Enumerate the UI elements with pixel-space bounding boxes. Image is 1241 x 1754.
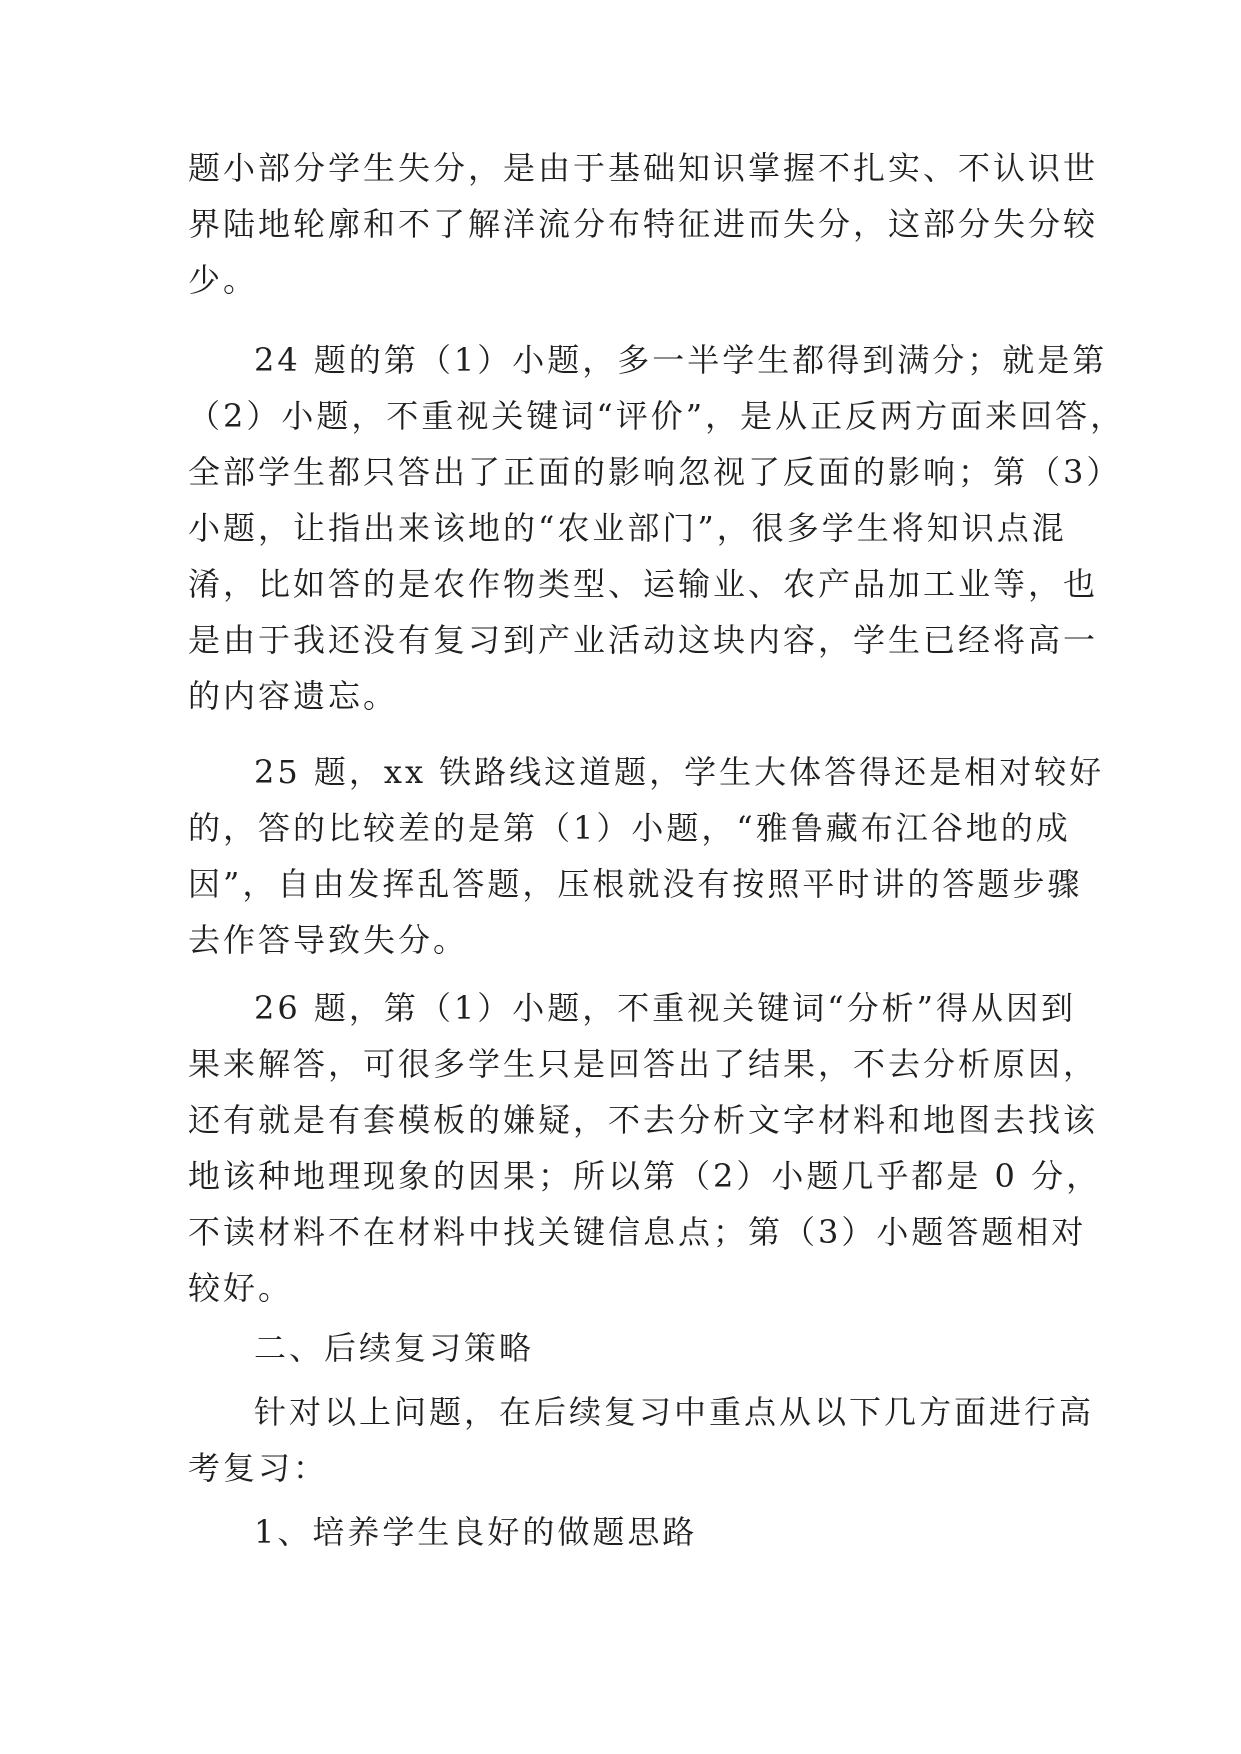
- subsection-heading: 1、培养学生良好的做题思路: [254, 1513, 698, 1551]
- section-heading: 二、后续复习策略: [254, 1329, 535, 1367]
- text-line: 小题，让指出来该地的“农业部门”，很多学生将知识点混: [188, 509, 1067, 547]
- text-line: 26 题，第（1）小题，不重视关键词“分析”得从因到: [254, 989, 1076, 1027]
- text-line: 24 题的第（1）小题，多一半学生都得到满分；就是第: [254, 341, 1108, 379]
- text-line: 是由于我还没有复习到产业活动这块内容，学生已经将高一: [188, 621, 1099, 659]
- text-line: 淆，比如答的是农作物类型、运输业、农产品加工业等，也: [188, 565, 1099, 603]
- text-line: 去作答导致失分。: [188, 921, 469, 959]
- text-line: 针对以上问题，在后续复习中重点从以下几方面进行高: [254, 1393, 1095, 1431]
- text-line: 25 题，xx 铁路线这道题，学生大体答得还是相对较好: [254, 753, 1105, 791]
- text-line: 较好。: [188, 1269, 294, 1307]
- text-line: 地该种地理现象的因果；所以第（2）小题几乎都是 0 分，: [188, 1157, 1102, 1195]
- text-line: 的内容遗忘。: [188, 677, 399, 715]
- text-line: 果来解答，可很多学生只是回答出了结果，不去分析原因，: [188, 1045, 1099, 1083]
- text-line: （2）小题，不重视关键词“评价”，是从正反两方面来回答，: [188, 397, 1126, 435]
- text-line: 考复习：: [188, 1449, 329, 1487]
- text-line: 的，答的比较差的是第（1）小题，“雅鲁藏布江谷地的成: [188, 809, 1071, 847]
- text-line: 因”，自由发挥乱答题，压根就没有按照平时讲的答题步骤: [188, 865, 1083, 903]
- text-line: 题小部分学生失分，是由于基础知识掌握不扎实、不认识世: [188, 149, 1099, 187]
- text-line: 少。: [188, 261, 259, 299]
- text-line: 还有就是有套模板的嫌疑，不去分析文字材料和地图去找该: [188, 1101, 1099, 1139]
- text-line: 界陆地轮廓和不了解洋流分布特征进而失分，这部分失分较: [188, 205, 1099, 243]
- text-line: 全部学生都只答出了正面的影响忽视了反面的影响；第（3）: [188, 453, 1122, 491]
- text-line: 不读材料不在材料中找关键信息点；第（3）小题答题相对: [188, 1213, 1087, 1251]
